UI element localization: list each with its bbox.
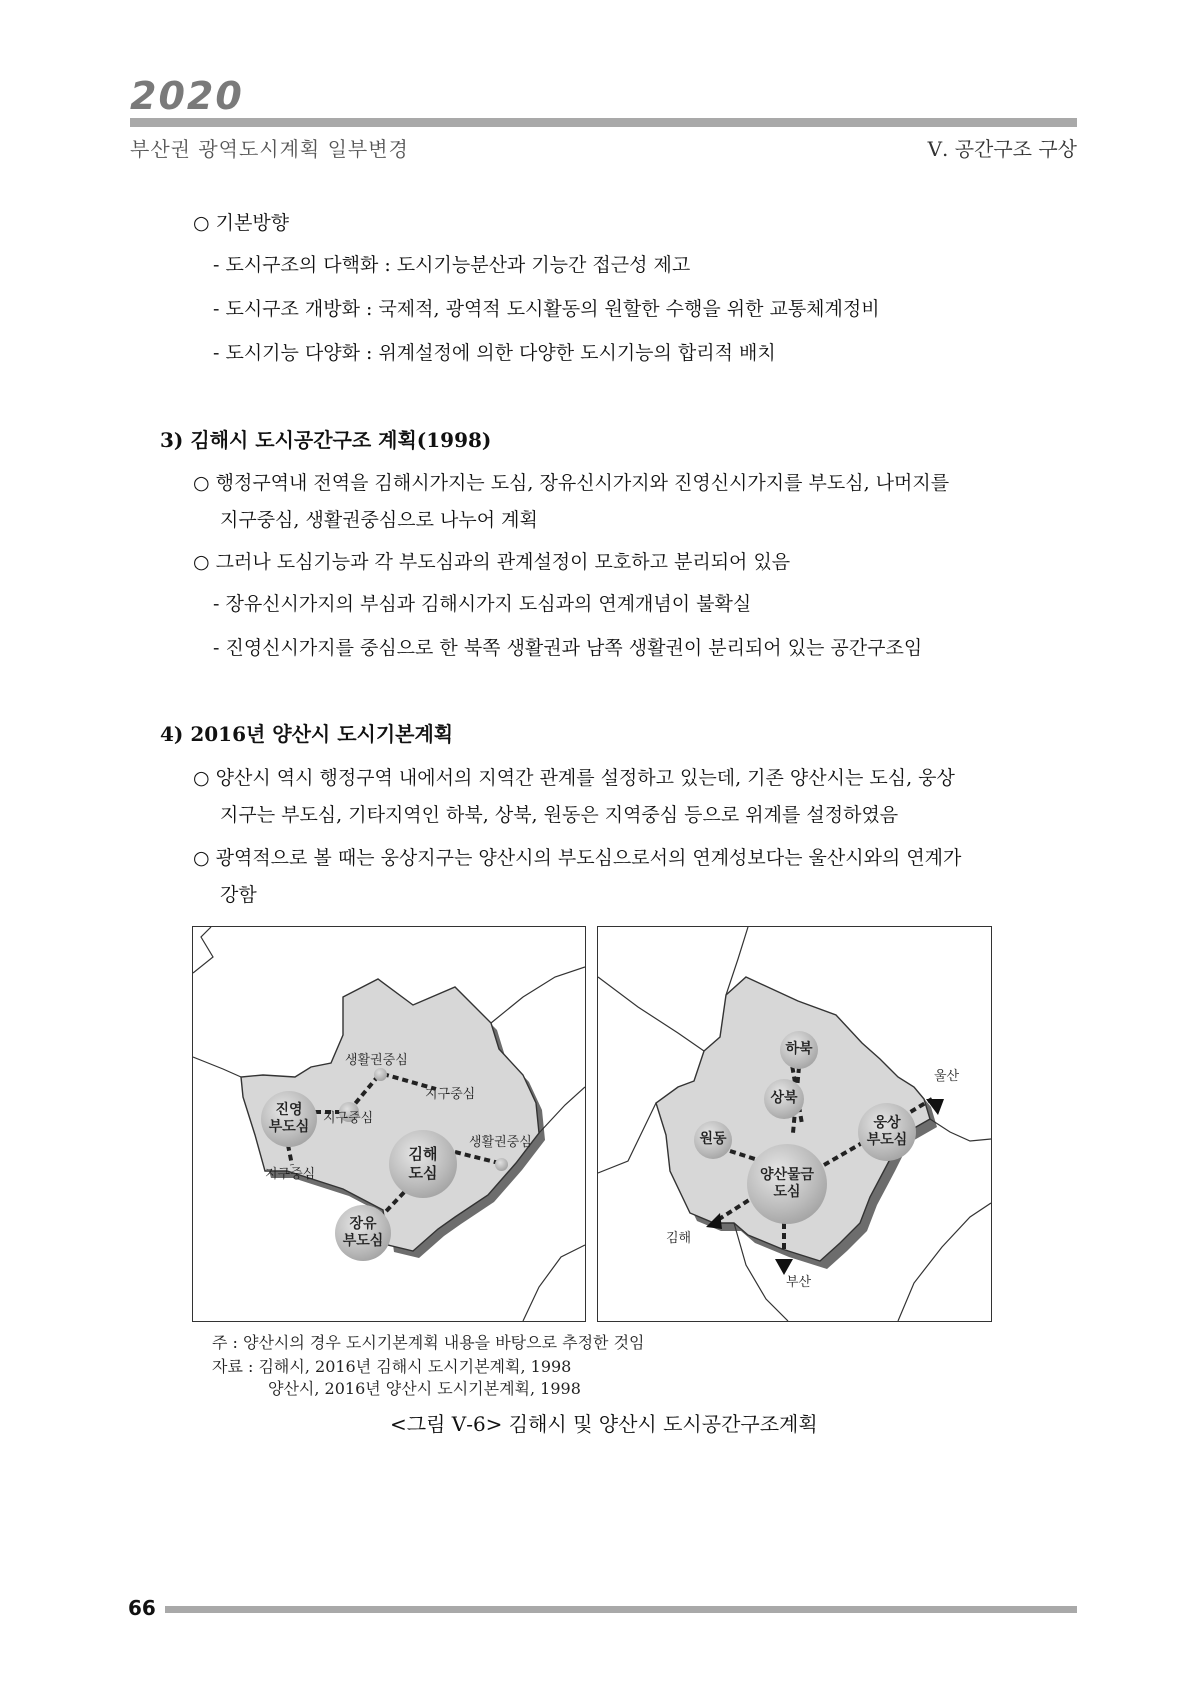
section-3-paragraph-cont: 지구중심, 생활권중심으로 나누어 계획	[220, 509, 538, 531]
basic-direction-item: - 도시구조 개방화 : 국제적, 광역적 도시활동의 원할한 수행을 위한 교통체계정비	[213, 298, 880, 320]
boundary-line	[898, 1203, 991, 1321]
figure-note: 주 : 양산시의 경우 도시기본계획 내용을 바탕으로 추정한 것임	[212, 1333, 645, 1352]
jinyoung-subcenter-node: 진영 부도심	[261, 1091, 317, 1147]
section-4-paragraph: ○ 양산시 역시 행정구역 내에서의 지역간 관계를 설정하고 있는데, 기존 양산시는 도심, 웅상	[193, 767, 955, 789]
life-center-node	[374, 1068, 387, 1081]
document-title: 부산권 광역도시계획 일부변경	[130, 137, 409, 161]
boundary-line	[539, 1087, 585, 1133]
section-3-paragraph: ○ 그러나 도심기능과 각 부도심과의 관계설정이 모호하고 분리되어 있음	[193, 551, 791, 573]
header-rule	[130, 118, 1077, 127]
gimhae-structure-map	[192, 926, 586, 1322]
district-center-label: 지구중심	[323, 1111, 374, 1126]
figure-caption: <그림 Ⅴ-6> 김해시 및 양산시 도시공간구조계획	[390, 1412, 818, 1436]
yangsan-mulgeum-center-node: 양산물금 도심	[747, 1144, 827, 1224]
boundary-line	[930, 1119, 991, 1141]
section-3-sub-item: - 장유신시가지의 부심과 김해시가지 도심과의 연계개념이 불확실	[213, 593, 752, 615]
boundary-line	[598, 977, 704, 1051]
boundary-line	[193, 1057, 241, 1077]
basic-direction-heading: ○ 기본방향	[193, 212, 290, 234]
ungsang-subcenter-node: 웅상 부도심	[858, 1103, 916, 1161]
ulsan-label: 울산	[934, 1069, 960, 1084]
header-year: 2020	[130, 74, 244, 118]
busan-label: 부산	[786, 1275, 812, 1290]
boundary-line	[598, 1103, 656, 1173]
figure-source: 양산시, 2016년 양산시 도시기본계획, 1998	[268, 1379, 581, 1398]
figure-source: 자료 : 김해시, 2016년 김해시 도시기본계획, 1998	[212, 1357, 572, 1376]
footer-rule	[165, 1606, 1077, 1613]
life-center-label: 생활권중심	[469, 1135, 532, 1150]
district-center-label: 지구중심	[265, 1167, 316, 1182]
page-number: 66	[128, 1596, 156, 1620]
gimhae-center-node: 김해 도심	[389, 1130, 457, 1198]
basic-direction-item: - 도시구조의 다핵화 : 도시기능분산과 기능간 접근성 제고	[213, 254, 691, 276]
boundary-line	[193, 927, 213, 973]
basic-direction-item: - 도시기능 다양화 : 위계설정에 의한 다양한 도시기능의 합리적 배치	[213, 342, 776, 364]
boundary-line	[491, 967, 585, 1023]
chapter-title: Ⅴ. 공간구조 구상	[927, 137, 1077, 161]
life-center-node	[495, 1158, 508, 1171]
section-4-title: 4) 2016년 양산시 도시기본계획	[160, 722, 454, 746]
yangsan-structure-map	[597, 926, 992, 1322]
section-4-paragraph: ○ 광역적으로 볼 때는 웅상지구는 양산시의 부도심으로서의 연계성보다는 울산시와의 연계가	[193, 847, 962, 869]
wondong-node: 원동	[694, 1121, 732, 1159]
section-3-title: 3) 김해시 도시공간구조 계획(1998)	[160, 428, 492, 452]
district-center-label: 지구중심	[425, 1087, 476, 1102]
jangyu-subcenter-node: 장유 부도심	[335, 1205, 391, 1261]
section-4-paragraph-cont: 지구는 부도심, 기타지역인 하북, 상북, 원동은 지역중심 등으로 위계를 설정하였음	[220, 804, 899, 826]
habuk-node: 하북	[780, 1031, 818, 1069]
section-3-paragraph: ○ 행정구역내 전역을 김해시가지는 도심, 장유신시가지와 진영신시가지를 부도심, 나머지를	[193, 472, 950, 494]
life-center-label: 생활권중심	[345, 1053, 408, 1068]
sangbuk-node: 상북	[764, 1079, 804, 1119]
gimhae-label: 김해	[666, 1231, 692, 1246]
section-3-sub-item: - 진영신시가지를 중심으로 한 북쪽 생활권과 남쪽 생활권이 분리되어 있는 공간구조임	[213, 637, 923, 659]
section-4-paragraph-cont: 강함	[220, 884, 257, 906]
yangsan-map-drawing	[598, 927, 991, 1321]
boundary-line	[523, 1245, 585, 1321]
gimhae-map-drawing	[193, 927, 585, 1321]
